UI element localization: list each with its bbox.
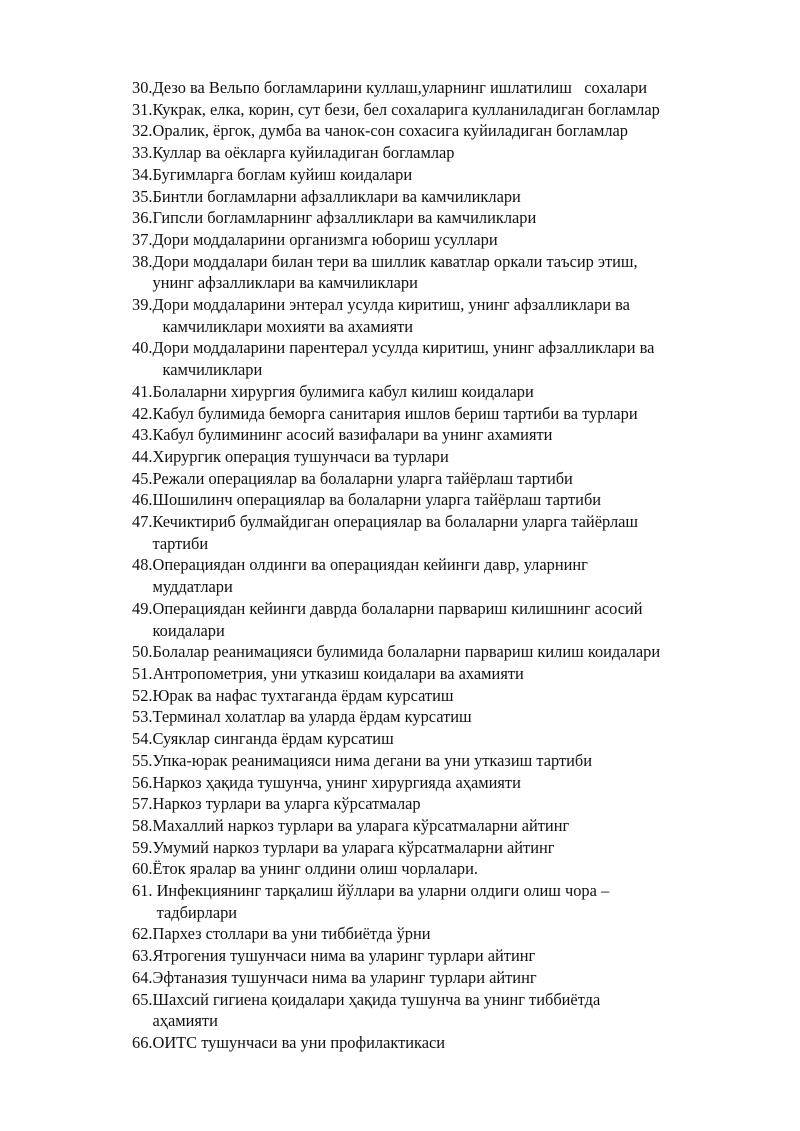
question-text-block	[153, 598, 745, 641]
question-text-block	[157, 880, 744, 923]
question-text-continuation: унинг афзалликлари ва камчиликлари	[152, 273, 418, 293]
question-text: Куллар ва оёкларга куйиладиган богламлар	[152, 143, 455, 163]
question-text-continuation: муддатлари	[152, 577, 233, 597]
question-number: 63.	[132, 946, 153, 966]
list-item	[132, 663, 744, 685]
question-text: Наркоз турлари ва уларга кўрсатмалар	[152, 794, 421, 814]
question-text-block	[153, 251, 745, 294]
list-item	[132, 446, 744, 468]
list-item	[132, 99, 744, 121]
question-text-block	[153, 164, 745, 186]
question-text: Хирургик операция тушунчаси ва турлари	[152, 446, 449, 466]
question-text-block	[153, 446, 745, 468]
question-text-continuation: камчиликлари мохияти ва ахамияти	[162, 316, 414, 336]
question-number: 51.	[132, 663, 153, 683]
question-text-block	[153, 858, 745, 880]
question-number: 60.	[132, 859, 153, 879]
question-text-block	[153, 142, 745, 164]
question-text-block	[153, 424, 745, 446]
question-text: Операциядан олдинги ва операциядан кейинги давр, уларнинг	[152, 555, 588, 575]
question-text: Кечиктириб булмайдиган операциялар ва болаларни уларга тайёрлаш	[152, 512, 639, 532]
question-number: 37.	[132, 229, 153, 249]
list-item	[132, 120, 744, 142]
question-text-block	[153, 77, 745, 99]
question-text-continuation: коидалари	[152, 620, 225, 640]
question-number: 65.	[132, 989, 153, 1009]
question-number: 43.	[132, 425, 153, 445]
question-text-block	[153, 403, 745, 425]
question-text: Болалар реанимацияси булимида болаларни парвариш килиш коидалари	[152, 642, 661, 662]
question-number: 52.	[132, 685, 153, 705]
question-number: 30.	[132, 78, 153, 97]
question-number: 64.	[132, 967, 153, 987]
question-number: 39.	[132, 295, 153, 315]
question-number: 61.	[132, 881, 157, 901]
question-text-block	[153, 685, 745, 707]
question-text: Операциядан кейинги даврда болаларни парвариш килишнинг асосий	[152, 598, 643, 618]
question-text: Суяклар синганда ёрдам курсатиш	[152, 729, 394, 749]
question-text-block	[153, 967, 745, 989]
question-text-continuation: аҳамияти	[152, 1011, 218, 1031]
question-text-block	[153, 511, 745, 554]
question-text-block	[153, 923, 745, 945]
list-item	[132, 945, 744, 967]
question-text-block	[153, 120, 745, 142]
question-text-block	[153, 728, 745, 750]
question-text-block	[153, 815, 745, 837]
question-text-block	[153, 663, 745, 685]
list-item	[132, 1032, 744, 1054]
question-text-block	[153, 837, 745, 859]
question-text: Шахсий гигиена қоидалари ҳақида тушунча ва унинг тиббиётда	[152, 989, 601, 1009]
question-text-block	[153, 294, 745, 337]
list-item	[132, 880, 744, 923]
list-item	[132, 207, 744, 229]
list-item	[132, 685, 744, 707]
list-item	[132, 728, 744, 750]
question-number: 55.	[132, 750, 153, 770]
question-text: Ятрогения тушунчаси нима ва уларинг турлари айтинг	[152, 946, 536, 966]
question-text-block	[153, 706, 745, 728]
question-text: Дори моддалари билан тери ва шиллик каватлар оркали таъсир этиш,	[152, 251, 638, 271]
list-item	[132, 598, 744, 641]
question-number: 66.	[132, 1032, 153, 1052]
question-number: 38.	[132, 251, 153, 271]
question-number: 58.	[132, 815, 153, 835]
list-item	[132, 142, 744, 164]
question-number: 48.	[132, 555, 153, 575]
question-text-continuation: камчиликлари	[162, 360, 263, 380]
question-number: 56.	[132, 772, 153, 792]
list-item	[132, 967, 744, 989]
question-text: ОИТС тушунчаси ва уни профилактикаси	[152, 1032, 446, 1052]
list-item	[132, 424, 744, 446]
question-text: Ёток яралар ва унинг олдини олиш чорлалари.	[152, 859, 478, 879]
question-number: 53.	[132, 707, 153, 727]
question-text-block	[153, 99, 745, 121]
question-text: Болаларни хирургия булимига кабул килиш коидалари	[152, 381, 534, 401]
question-text: Дезо ва Вельпо богламларини куллаш,уларнинг ишлатилиш сохалари	[152, 78, 648, 97]
question-text: Терминал холатлар ва уларда ёрдам курсатиш	[152, 707, 472, 727]
question-number: 40.	[132, 338, 153, 358]
question-number: 45.	[132, 468, 153, 488]
list-item	[132, 772, 744, 794]
question-number: 44.	[132, 446, 153, 466]
question-text: Кабул булимида беморга санитария ишлов бериш тартиби ва турлари	[152, 403, 638, 423]
question-text-block	[153, 489, 745, 511]
list-item	[132, 511, 744, 554]
question-number: 36.	[132, 208, 153, 228]
question-text: Махаллий наркоз турлари ва уларага кўрсатмаларни айтинг	[152, 815, 570, 835]
question-text-continuation: тартиби	[152, 533, 209, 553]
question-text-block	[153, 945, 745, 967]
list-item	[132, 186, 744, 208]
question-number: 50.	[132, 642, 153, 662]
list-item	[132, 381, 744, 403]
question-text-block	[153, 772, 745, 794]
question-text: Наркоз ҳақида тушунча, унинг хирургияда аҳамияти	[152, 772, 521, 792]
question-number: 62.	[132, 924, 153, 944]
question-text: Дори моддаларини парентерал усулда киритиш, унинг афзалликлари ва	[152, 338, 655, 358]
question-number: 46.	[132, 490, 153, 510]
list-item	[132, 337, 744, 380]
list-item	[132, 793, 744, 815]
question-number: 35.	[132, 186, 153, 206]
list-item	[132, 706, 744, 728]
question-number: 49.	[132, 598, 153, 618]
question-text-block	[153, 1032, 745, 1054]
list-item	[132, 164, 744, 186]
question-text: Дори моддаларини энтерал усулда киритиш, унинг афзалликлари ва	[152, 295, 630, 315]
list-item	[132, 923, 744, 945]
list-item	[132, 750, 744, 772]
question-text: Режали операциялар ва болаларни уларга тайёрлаш тартиби	[152, 468, 573, 488]
list-item	[132, 837, 744, 859]
question-number: 54.	[132, 729, 153, 749]
list-item	[132, 815, 744, 837]
question-text: Кукрак, елка, корин, сут бези, бел сохаларига кулланиладиган богламлар	[152, 99, 660, 119]
question-number: 41.	[132, 381, 153, 401]
question-text: Умумий наркоз турлари ва уларага кўрсатмаларни айтинг	[152, 837, 555, 857]
question-text-block	[153, 381, 745, 403]
question-number: 32.	[132, 121, 153, 141]
list-item	[132, 989, 744, 1032]
question-number: 31.	[132, 99, 153, 119]
question-text-block	[153, 793, 745, 815]
question-text: Дори моддаларини организмга юбориш усуллари	[152, 229, 498, 249]
question-text: Юрак ва нафас тухтаганда ёрдам курсатиш	[152, 685, 454, 705]
question-number: 47.	[132, 512, 153, 532]
list-item	[132, 294, 744, 337]
list-item	[132, 251, 744, 294]
question-text: Упка-юрак реанимацияси нима дегани ва уни утказиш тартиби	[152, 750, 593, 770]
question-text: Бугимларга боглам куйиш коидалари	[152, 164, 413, 184]
question-text: Кабул булимининг асосий вазифалари ва унинг ахамияти	[152, 425, 553, 445]
question-number: 57.	[132, 794, 153, 814]
question-text: Оралик, ёргок, думба ва чанок-сон сохасига куйиладиган богламлар	[152, 121, 629, 141]
list-item	[132, 858, 744, 880]
question-text: Шошилинч операциялар ва болаларни уларга тайёрлаш тартиби	[152, 490, 602, 510]
question-text-block	[153, 750, 745, 772]
list-item	[132, 77, 744, 99]
question-text: Гипсли богламларнинг афзалликлари ва камчиликлари	[152, 208, 537, 228]
list-item	[132, 641, 744, 663]
list-item	[132, 489, 744, 511]
question-text-block	[153, 641, 745, 663]
question-text: Бинтли богламларни афзалликлари ва камчиликлари	[152, 186, 521, 206]
list-item	[132, 554, 744, 597]
question-number: 42.	[132, 403, 153, 423]
exam-question-list	[132, 77, 744, 1054]
question-text: Инфекциянинг тарқалиш йўллари ва уларни олдиги олиш чора –	[156, 881, 610, 901]
question-text: Эфтаназия тушунчаси нима ва уларинг турлари айтинг	[152, 967, 537, 987]
question-text-block	[153, 554, 745, 597]
question-text-block	[153, 337, 745, 380]
question-text-block	[153, 186, 745, 208]
question-text-block	[153, 468, 745, 490]
question-text-block	[153, 229, 745, 251]
question-text-continuation: тадбирлари	[156, 902, 238, 922]
question-text: Антропометрия, уни утказиш коидалари ва ахамияти	[152, 663, 524, 683]
list-item	[132, 403, 744, 425]
list-item	[132, 229, 744, 251]
question-text-block	[153, 207, 745, 229]
question-number: 59.	[132, 837, 153, 857]
question-text-block	[153, 989, 745, 1032]
question-number: 33.	[132, 143, 153, 163]
question-number: 34.	[132, 164, 153, 184]
question-text: Пархез столлари ва уни тиббиётда ўрни	[152, 924, 431, 944]
list-item	[132, 468, 744, 490]
